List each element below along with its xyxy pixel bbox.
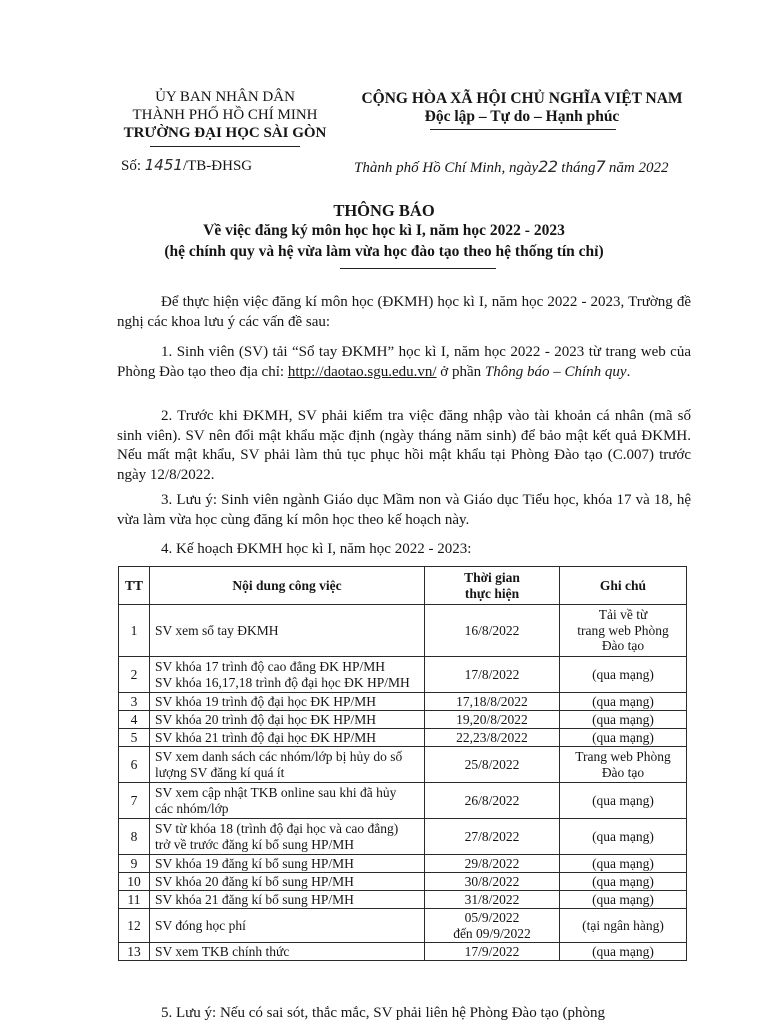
item-5-text: 5. Lưu ý: Nếu có sai sót, thắc mắc, SV phải liên hệ Phòng Đào tạo (phòng: [161, 1005, 606, 1021]
note-cell: [560, 693, 687, 711]
task-cell-line: SV khóa 19 đăng kí bổ sung HP/MH: [155, 855, 354, 871]
note-cell: [560, 873, 687, 891]
time-cell: [425, 943, 560, 961]
time-cell: [425, 909, 560, 943]
note-cell: [560, 891, 687, 909]
date-month-handwritten: 7: [595, 157, 606, 176]
item-3-paragraph: 3. Lưu ý: Sinh viên ngành Giáo dục Mầm non và Giáo dục Tiểu học, khóa 17 và 18, hệ vừa làm vừa học cùng đăng kí môn học theo kế hoạch này.: [117, 492, 691, 528]
item-5-paragraph: [117, 1004, 691, 1024]
row-number-cell: 6: [119, 747, 150, 783]
time-cell: [425, 891, 560, 909]
time-cell: [425, 783, 560, 819]
row-number-cell: 9: [119, 855, 150, 873]
note-cell-line: (tại ngân hàng): [582, 917, 664, 933]
note-cell: [560, 783, 687, 819]
row-number-cell: 12: [119, 909, 150, 943]
time-cell: [425, 605, 560, 657]
time-cell-line: 17,18/8/2022: [456, 693, 528, 709]
task-cell: [150, 909, 425, 943]
table-header-row: [119, 567, 687, 605]
note-cell-line: (qua mạng): [592, 729, 654, 745]
note-cell-line: Tải về từ: [598, 607, 648, 623]
time-cell: [425, 873, 560, 891]
item-4-paragraph: 4. Kế hoạch ĐKMH học kì I, năm học 2022 - 2023:: [161, 541, 472, 557]
date-prefix: Thành phố Hồ Chí Minh, ngày: [354, 160, 539, 176]
row-number-cell: 4: [119, 711, 150, 729]
table-body: [119, 605, 687, 961]
time-cell-line: 31/8/2022: [464, 891, 520, 907]
task-cell: [150, 747, 425, 783]
task-cell-line: SV khóa 17 trình độ cao đẳng ĐK HP/MH: [155, 659, 385, 674]
intro-paragraph: Để thực hiện việc đăng kí môn học (ĐKMH) học kì I, năm học 2022 - 2023, Trường đề nghị các khoa lưu ý các vấn đề sau:: [117, 294, 691, 330]
time-cell-line: 22,23/8/2022: [456, 729, 528, 745]
table-row: [119, 747, 687, 783]
note-cell-line: Đào tạo: [601, 638, 645, 654]
item-1-text: 1. Sinh viên (SV) tải “Sổ tay ĐKMH” học kì I, năm học 2022 - 2023 từ trang web của Phòng Đào tạo theo địa chỉ:: [117, 344, 691, 380]
task-cell: [150, 891, 425, 909]
task-cell-line: SV đóng học phí: [155, 917, 246, 933]
note-cell: [560, 657, 687, 693]
time-cell-line: đến 09/9/2022: [453, 925, 531, 941]
authority-line-1: ỦY BAN NHÂN DÂN: [155, 89, 295, 105]
table-row: [119, 605, 687, 657]
time-cell: [425, 693, 560, 711]
doc-number-prefix: Số:: [121, 158, 142, 174]
table-row: [119, 855, 687, 873]
date-suffix: năm 2022: [608, 160, 669, 176]
note-cell-line: trang web Phòng: [577, 622, 669, 638]
row-number-cell: 3: [119, 693, 150, 711]
table-row: [119, 819, 687, 855]
row-number-cell: 8: [119, 819, 150, 855]
note-cell: [560, 711, 687, 729]
time-cell: [425, 729, 560, 747]
time-cell-line: 05/9/2022: [464, 910, 520, 925]
table-row: [119, 783, 687, 819]
note-cell-line: (qua mạng): [592, 666, 654, 682]
university-name: TRƯỜNG ĐẠI HỌC SÀI GÒN: [123, 125, 327, 141]
row-number-cell: 10: [119, 873, 150, 891]
row-number-cell: 2: [119, 657, 150, 693]
header-tt: TT: [119, 567, 150, 605]
note-cell-line: (qua mạng): [592, 828, 654, 844]
doc-number-suffix: /TB-ĐHSG: [182, 158, 253, 174]
note-cell-line: (qua mạng): [592, 873, 654, 889]
table-row: [119, 657, 687, 693]
notice-title: THÔNG BÁO: [333, 201, 435, 220]
task-cell: [150, 855, 425, 873]
date-day-handwritten: 22: [538, 157, 558, 176]
note-cell: [560, 747, 687, 783]
notice-scope: (hệ chính quy và hệ vừa làm vừa học đào tạo theo hệ thống tín chỉ): [164, 243, 604, 260]
time-cell: [425, 711, 560, 729]
time-cell: [425, 819, 560, 855]
note-cell: [560, 819, 687, 855]
doc-number-handwritten: 1451: [144, 156, 183, 174]
issue-date: [354, 157, 668, 177]
task-cell-line: lượng SV đăng kí quá ít: [155, 764, 285, 780]
task-cell-line: SV xem TKB chính thức: [155, 943, 290, 959]
header-time-line-1: Thời gian: [464, 569, 520, 585]
table-row: [119, 693, 687, 711]
authority-line-2: THÀNH PHỐ HỒ CHÍ MINH: [132, 107, 318, 123]
issuing-authority: [100, 88, 350, 142]
task-cell-line: SV khóa 20 trình độ đại học ĐK HP/MH: [155, 711, 376, 727]
task-cell: [150, 783, 425, 819]
table-row: [119, 711, 687, 729]
note-cell: [560, 943, 687, 961]
note-cell-line: (qua mạng): [592, 855, 654, 871]
task-cell-line: SV khóa 21 đăng kí bổ sung HP/MH: [155, 891, 354, 907]
note-cell-line: (qua mạng): [592, 792, 654, 808]
time-cell-line: 17/9/2022: [464, 943, 520, 959]
time-cell-line: 16/8/2022: [464, 622, 520, 638]
time-cell: [425, 855, 560, 873]
training-office-link[interactable]: http://daotao.sgu.edu.vn/: [287, 363, 437, 380]
time-cell: [425, 747, 560, 783]
time-cell-line: 29/8/2022: [464, 855, 520, 871]
time-cell-line: 17/8/2022: [464, 666, 520, 682]
motto: Độc lập – Tự do – Hạnh phúc: [424, 108, 620, 125]
registration-schedule-table: [118, 566, 687, 961]
item-1-end: .: [626, 363, 631, 380]
time-cell-line: 26/8/2022: [464, 792, 520, 808]
row-number-cell: 11: [119, 891, 150, 909]
date-month-word: tháng: [561, 160, 596, 176]
note-cell: [560, 909, 687, 943]
table-row: [119, 943, 687, 961]
table-row: [119, 729, 687, 747]
task-cell-line: SV xem cập nhật TKB online sau khi đã hủy: [155, 785, 397, 800]
note-cell-line: Đào tạo: [601, 764, 645, 780]
header-task: Nội dung công việc: [150, 567, 425, 605]
task-cell: [150, 819, 425, 855]
note-cell: [560, 855, 687, 873]
task-cell: [150, 943, 425, 961]
note-cell-line: (qua mạng): [592, 711, 654, 727]
task-cell-line: SV xem danh sách các nhóm/lớp bị hủy do số: [155, 749, 403, 764]
item-2-paragraph: 2. Trước khi ĐKMH, SV phải kiểm tra việc đăng nhập vào tài khoản cá nhân (mã số sinh viên). SV nên đổi mật khẩu mặc định (ngày tháng năm sinh) để bảo mật kết quả ĐKMH. Nếu mất mật khẩu, SV phải làm thủ tục phục hồi mật khẩu tại Phòng Đào tạo (C.007) trước ngày 12/8/2022.: [117, 408, 691, 483]
item-1-paragraph: [117, 343, 691, 382]
note-cell: [560, 605, 687, 657]
item-1-section-name: Thông báo – Chính quy: [484, 363, 627, 380]
task-cell-line: SV khóa 21 trình độ đại học ĐK HP/MH: [155, 729, 376, 745]
task-cell: [150, 657, 425, 693]
national-motto: [336, 90, 708, 126]
task-cell: [150, 729, 425, 747]
task-cell-line: SV khóa 20 đăng kí bổ sung HP/MH: [155, 873, 354, 889]
motto-underline: [430, 129, 616, 130]
task-cell-line: SV khóa 16,17,18 trình độ đại học ĐK HP/MH: [155, 674, 410, 690]
item-1-middle: ở phần: [436, 363, 485, 380]
header-time-line-2: thực hiện: [464, 585, 520, 601]
time-cell-line: 25/8/2022: [464, 756, 520, 772]
document-number: [121, 156, 252, 175]
table-row: [119, 909, 687, 943]
header-time: [425, 567, 560, 605]
header-note: Ghi chú: [560, 567, 687, 605]
time-cell-line: 19,20/8/2022: [456, 711, 528, 727]
task-cell-line: SV từ khóa 18 (trình độ đại học và cao đẳng): [155, 821, 399, 836]
row-number-cell: 7: [119, 783, 150, 819]
note-cell-line: (qua mạng): [592, 891, 654, 907]
note-cell-line: Trang web Phòng: [575, 749, 671, 764]
task-cell: [150, 605, 425, 657]
authority-underline: [150, 146, 300, 147]
note-cell: [560, 729, 687, 747]
task-cell: [150, 693, 425, 711]
note-cell-line: (qua mạng): [592, 693, 654, 709]
time-cell-line: 30/8/2022: [464, 873, 520, 889]
row-number-cell: 13: [119, 943, 150, 961]
table-row: [119, 873, 687, 891]
note-cell-line: (qua mạng): [592, 943, 654, 959]
task-cell-line: SV khóa 19 trình độ đại học ĐK HP/MH: [155, 693, 376, 709]
task-cell: [150, 873, 425, 891]
row-number-cell: 5: [119, 729, 150, 747]
task-cell-line: SV xem sổ tay ĐKMH: [155, 622, 279, 638]
row-number-cell: 1: [119, 605, 150, 657]
notice-subject: Về việc đăng ký môn học học kì I, năm học 2022 - 2023: [203, 222, 565, 239]
time-cell-line: 27/8/2022: [464, 828, 520, 844]
task-cell-line: các nhóm/lớp: [155, 800, 229, 816]
task-cell-line: trở về trước đăng kí bổ sung HP/MH: [155, 836, 354, 852]
title-underline: [340, 268, 496, 269]
task-cell: [150, 711, 425, 729]
table-row: [119, 891, 687, 909]
time-cell: [425, 657, 560, 693]
nation-name: CỘNG HÒA XÃ HỘI CHỦ NGHĨA VIỆT NAM: [361, 90, 683, 107]
